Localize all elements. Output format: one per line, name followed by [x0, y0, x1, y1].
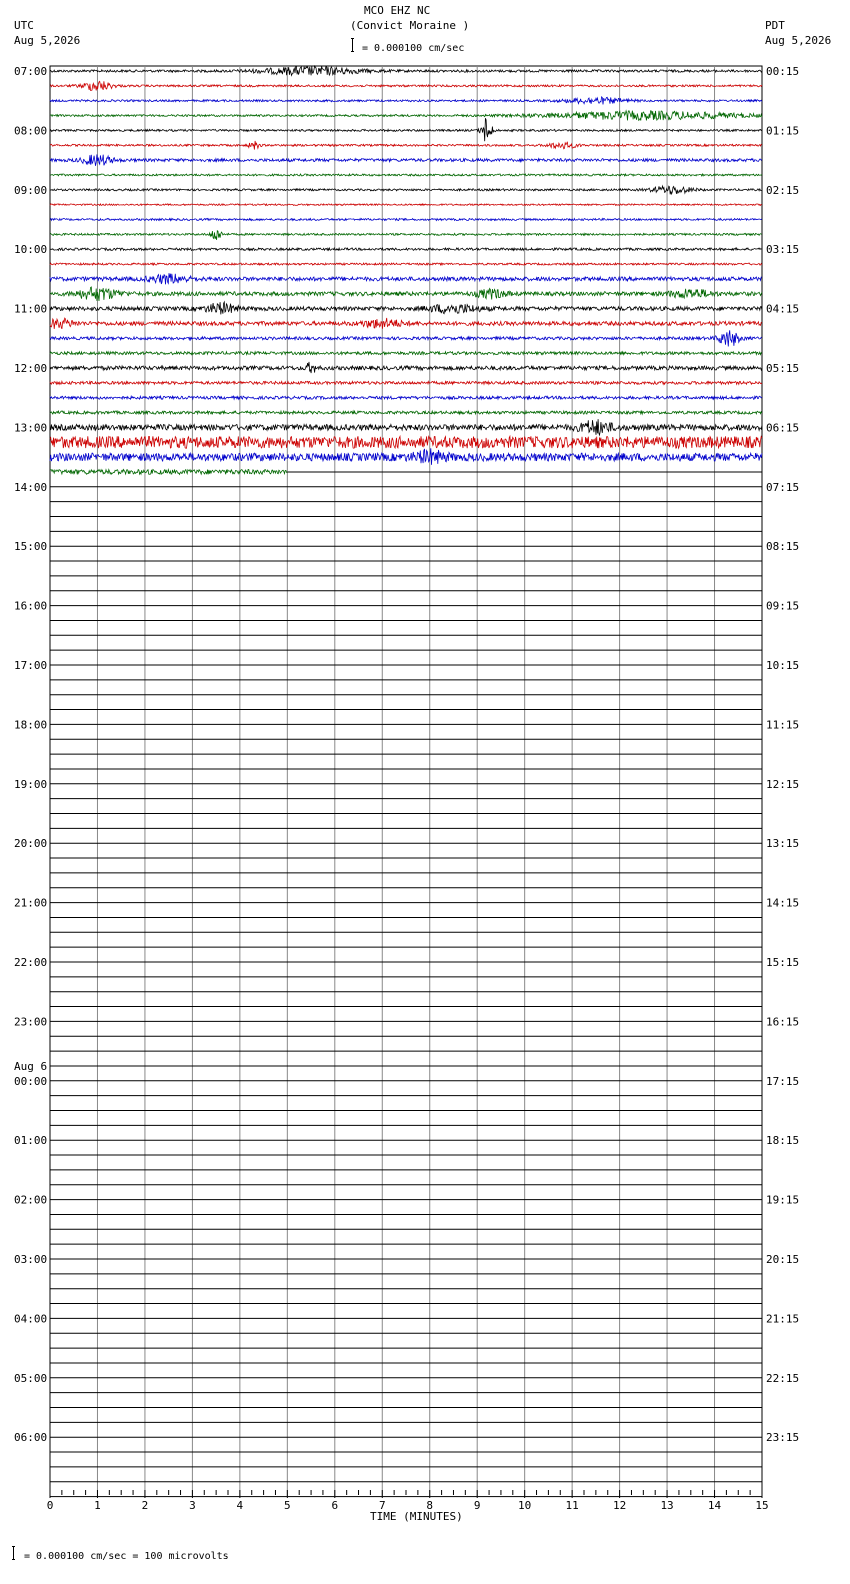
- utc-hour-label: 05:00: [14, 1371, 48, 1385]
- seismic-trace-15: [50, 287, 762, 301]
- pdt-time-label: 01:15: [766, 124, 800, 138]
- pdt-time-label: 23:15: [766, 1431, 800, 1445]
- seismic-trace-2: [50, 97, 762, 105]
- date-change-label: Aug 6: [14, 1059, 48, 1073]
- pdt-time-label: 03:15: [766, 243, 800, 257]
- pdt-time-label: 00:15: [766, 65, 800, 78]
- pdt-time-label: 09:15: [766, 599, 800, 613]
- pdt-time-label: 15:15: [766, 956, 800, 969]
- seismic-trace-1: [50, 81, 762, 90]
- pdt-time-label: 17:15: [766, 1074, 800, 1088]
- seismic-trace-3: [50, 111, 762, 121]
- pdt-time-label: 05:15: [766, 362, 800, 375]
- seismic-trace-5: [50, 141, 762, 150]
- utc-label: UTC: [14, 19, 34, 32]
- utc-hour-label: 01:00: [14, 1134, 48, 1148]
- seismic-trace-9: [50, 204, 762, 206]
- pdt-label: PDT: [765, 19, 785, 32]
- x-tick-label: 14: [707, 1499, 722, 1512]
- seismic-trace-17: [50, 318, 762, 329]
- x-tick-label: 7: [378, 1499, 386, 1512]
- utc-hour-label: 17:00: [14, 659, 48, 672]
- utc-hour-label: 08:00: [14, 124, 48, 138]
- seismic-trace-4: [50, 118, 762, 141]
- pdt-date: Aug 5,2026: [765, 34, 832, 47]
- station-title: MCO EHZ NC: [364, 4, 431, 17]
- seismic-trace-16: [50, 302, 762, 314]
- pdt-time-label: 18:15: [766, 1134, 800, 1148]
- seismic-trace-27: [50, 470, 287, 475]
- footer-scale-icon: [12, 1546, 15, 1560]
- utc-hour-label: 22:00: [14, 956, 48, 969]
- x-tick-label: 11: [565, 1499, 579, 1512]
- utc-hour-label: 16:00: [14, 599, 48, 613]
- pdt-time-label: 04:15: [766, 302, 800, 316]
- utc-hour-label: 21:00: [14, 896, 48, 910]
- footer-scale-label: = 0.000100 cm/sec = 100 microvolts: [24, 1551, 229, 1562]
- utc-hour-label: 12:00: [14, 362, 48, 375]
- seismic-trace-25: [50, 436, 762, 448]
- seismic-trace-24: [50, 419, 762, 435]
- utc-hour-label: 18:00: [14, 718, 48, 732]
- station-location: (Convict Moraine ): [350, 19, 470, 32]
- seismic-trace-13: [50, 263, 762, 265]
- x-tick-label: 4: [236, 1499, 244, 1512]
- pdt-time-label: 19:15: [766, 1193, 800, 1207]
- pdt-time-label: 11:15: [766, 718, 800, 732]
- seismic-trace-6: [50, 154, 762, 165]
- scale-label: = 0.000100 cm/sec: [362, 43, 465, 54]
- seismic-trace-22: [50, 396, 762, 399]
- x-tick-label: 0: [46, 1499, 54, 1512]
- utc-hour-label: 07:00: [14, 65, 48, 78]
- x-tick-label: 6: [331, 1499, 339, 1512]
- seismic-trace-18: [50, 330, 762, 346]
- pdt-time-label: 02:15: [766, 183, 800, 197]
- utc-hour-label: 23:00: [14, 1015, 48, 1029]
- seismic-trace-14: [50, 273, 762, 284]
- pdt-time-label: 10:15: [766, 659, 800, 672]
- x-tick-label: 12: [612, 1499, 627, 1512]
- seismic-trace-19: [50, 352, 762, 355]
- plot-frame: [50, 66, 762, 1497]
- utc-hour-label: 19:00: [14, 777, 48, 791]
- seismic-trace-8: [50, 186, 762, 194]
- utc-hour-label: 02:00: [14, 1193, 48, 1207]
- seismic-trace-0: [50, 66, 762, 75]
- x-axis-title: TIME (MINUTES): [370, 1510, 463, 1523]
- utc-date: Aug 5,2026: [14, 34, 81, 47]
- x-tick-label: 1: [94, 1499, 101, 1512]
- seismic-trace-20: [50, 362, 762, 373]
- x-tick-label: 9: [473, 1499, 481, 1512]
- pdt-time-label: 16:15: [766, 1015, 800, 1029]
- seismic-trace-10: [50, 219, 762, 221]
- seismic-trace-26: [50, 448, 762, 465]
- seismic-trace-12: [50, 248, 762, 250]
- pdt-time-label: 08:15: [766, 540, 800, 554]
- utc-hour-label: 20:00: [14, 837, 48, 851]
- utc-hour-label: 06:00: [14, 1431, 48, 1445]
- seismic-trace-23: [50, 411, 762, 414]
- x-tick-label: 2: [141, 1499, 149, 1512]
- utc-hour-label: 04:00: [14, 1312, 48, 1326]
- x-tick-label: 13: [660, 1499, 674, 1512]
- x-tick-label: 8: [426, 1499, 434, 1512]
- pdt-time-label: 22:15: [766, 1371, 800, 1385]
- x-tick-label: 3: [189, 1499, 196, 1512]
- pdt-time-label: 12:15: [766, 777, 800, 791]
- pdt-time-label: 06:15: [766, 421, 800, 435]
- utc-hour-label: 13:00: [14, 421, 48, 435]
- utc-hour-label: 14:00: [14, 480, 48, 494]
- x-tick-label: 15: [755, 1499, 769, 1512]
- pdt-time-label: 07:15: [766, 480, 800, 494]
- seismic-trace-11: [50, 231, 762, 240]
- utc-hour-label: 11:00: [14, 302, 48, 316]
- x-tick-label: 10: [518, 1499, 532, 1512]
- utc-hour-label: 15:00: [14, 540, 48, 554]
- pdt-time-label: 13:15: [766, 837, 800, 851]
- x-tick-label: 5: [284, 1499, 291, 1512]
- seismic-trace-21: [50, 381, 762, 384]
- pdt-time-label: 21:15: [766, 1312, 800, 1326]
- pdt-time-label: 14:15: [766, 896, 800, 910]
- utc-hour-label: 00:00: [14, 1074, 48, 1088]
- pdt-time-label: 20:15: [766, 1253, 800, 1266]
- seismic-trace-7: [50, 174, 762, 176]
- utc-hour-label: 09:00: [14, 183, 48, 197]
- utc-hour-label: 03:00: [14, 1253, 48, 1266]
- utc-hour-label: 10:00: [14, 243, 48, 257]
